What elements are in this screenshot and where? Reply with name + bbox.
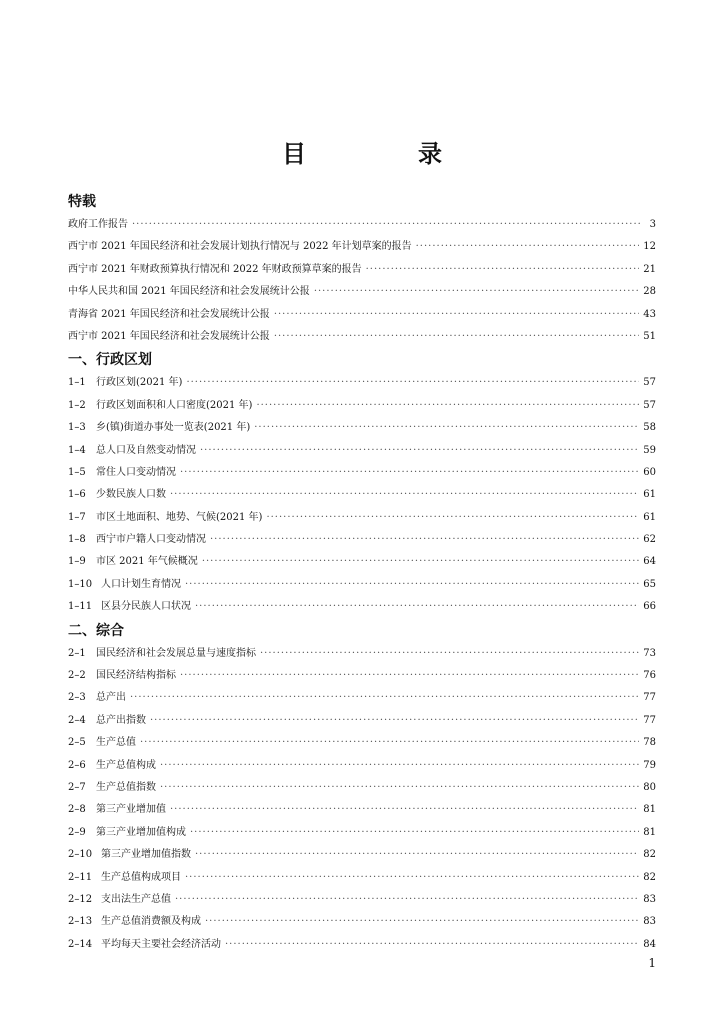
- dot-leader: [366, 259, 640, 281]
- entry-number: 2–9: [68, 826, 86, 838]
- entry-number: 1–5: [68, 466, 86, 478]
- entry-title: 市区土地面积、地势、气候(2021 年): [96, 511, 263, 523]
- entry-number: 1–2: [68, 399, 86, 411]
- dot-leader: [416, 236, 640, 258]
- dot-leader: [185, 574, 639, 596]
- toc-entry[interactable]: [68, 551, 656, 573]
- toc-entry[interactable]: [68, 326, 656, 348]
- dot-leader: [210, 529, 639, 551]
- dot-leader: [175, 889, 639, 911]
- toc-entry[interactable]: [68, 687, 656, 709]
- toc-entry[interactable]: [68, 867, 656, 889]
- section-heading: 一、行政区划: [68, 352, 152, 369]
- dot-leader: [170, 484, 639, 506]
- dot-leader: [260, 643, 639, 665]
- entry-page: 58: [643, 422, 656, 434]
- entry-page: 57: [643, 377, 656, 389]
- toc-entry[interactable]: [68, 844, 656, 866]
- entry-title: 青海省 2021 年国民经济和社会发展统计公报: [68, 308, 270, 320]
- entry-title: 行政区划(2021 年): [96, 377, 183, 389]
- entry-page: 61: [643, 511, 656, 523]
- toc-entry[interactable]: [68, 799, 656, 821]
- entry-title: 少数民族人口数: [96, 489, 166, 501]
- entry-title: 生产总值构成: [96, 759, 156, 771]
- entry-page: 73: [643, 647, 656, 659]
- toc-entry[interactable]: [68, 911, 656, 933]
- toc-entry[interactable]: [68, 484, 656, 506]
- entry-number: 1–6: [68, 489, 86, 501]
- entry-number: 2–6: [68, 759, 86, 771]
- entry-title: 生产总值构成项目: [101, 871, 181, 883]
- toc-entry[interactable]: [68, 574, 656, 596]
- entry-number: 1–3: [68, 422, 86, 434]
- toc-entry[interactable]: [68, 529, 656, 551]
- entry-number: 1–10: [68, 578, 93, 590]
- entry-title: 西宁市 2021 年国民经济和社会发展计划执行情况与 2022 年计划草案的报告: [68, 241, 412, 253]
- entry-number: 1–11: [68, 601, 93, 613]
- entry-page: 66: [643, 601, 656, 613]
- entry-title: 生产总值: [96, 737, 136, 749]
- dot-leader: [256, 395, 639, 417]
- toc-entry[interactable]: [68, 934, 656, 956]
- dot-leader: [170, 799, 639, 821]
- toc-entry[interactable]: [68, 395, 656, 417]
- dot-leader: [205, 911, 639, 933]
- entry-number: 2–1: [68, 647, 86, 659]
- entry-page: 81: [643, 804, 656, 816]
- entry-number: 1–4: [68, 444, 86, 456]
- dot-leader: [190, 822, 639, 844]
- entry-page: 77: [643, 714, 656, 726]
- dot-leader: [150, 710, 639, 732]
- entry-page: 21: [643, 263, 656, 275]
- entry-number: 2–14: [68, 938, 93, 950]
- toc-entry[interactable]: [68, 214, 656, 236]
- entry-title: 常住人口变动情况: [96, 466, 176, 478]
- entry-title: 国民经济结构指标: [96, 670, 176, 682]
- entry-page: 3: [649, 219, 656, 230]
- entry-title: 西宁市 2021 年财政预算执行情况和 2022 年财政预算草案的报告: [68, 263, 362, 275]
- entry-number: 1–1: [68, 377, 86, 389]
- entry-title: 平均每天主要社会经济活动: [101, 938, 221, 950]
- dot-leader: [160, 777, 639, 799]
- dot-leader: [160, 755, 639, 777]
- toc-entry[interactable]: [68, 372, 656, 394]
- dot-leader: [274, 304, 639, 326]
- entry-page: 82: [643, 849, 656, 861]
- entry-page: 62: [643, 534, 656, 546]
- entry-number: 2–8: [68, 804, 86, 816]
- entry-page: 65: [643, 578, 656, 590]
- entry-page: 77: [643, 692, 656, 704]
- entry-title: 西宁市 2021 年国民经济和社会发展统计公报: [68, 330, 270, 342]
- section-heading: 特载: [68, 194, 96, 210]
- entry-number: 2–7: [68, 781, 86, 793]
- dot-leader: [254, 417, 639, 439]
- dot-leader: [130, 687, 639, 709]
- entry-title: 第三产业增加值构成: [96, 826, 186, 838]
- entry-title: 总人口及自然变动情况: [96, 444, 196, 456]
- section-heading: 二、综合: [68, 622, 124, 639]
- entry-title: 中华人民共和国 2021 年国民经济和社会发展统计公报: [68, 286, 310, 298]
- entry-page: 78: [643, 737, 656, 749]
- entry-number: 2–13: [68, 916, 93, 928]
- entry-page: 12: [643, 241, 656, 253]
- entry-number: 2–3: [68, 692, 86, 704]
- entry-number: 1–9: [68, 556, 86, 568]
- dot-leader: [195, 596, 639, 618]
- entry-number: 1–8: [68, 534, 86, 546]
- dot-leader: [140, 732, 639, 754]
- dot-leader: [202, 551, 639, 573]
- entry-title: 总产出指数: [96, 714, 146, 726]
- toc-entry[interactable]: [68, 596, 656, 618]
- entry-number: 2–12: [68, 893, 93, 905]
- entry-title: 生产总值消费额及构成: [101, 916, 201, 928]
- entry-page: 79: [643, 759, 656, 771]
- toc-entry[interactable]: [68, 643, 656, 665]
- toc-entry[interactable]: [68, 710, 656, 732]
- dot-leader: [274, 326, 639, 348]
- dot-leader: [200, 440, 639, 462]
- entry-page: 81: [643, 826, 656, 838]
- table-of-contents: [68, 190, 656, 956]
- entry-title: 人口计划生育情况: [101, 578, 181, 590]
- toc-entry[interactable]: [68, 462, 656, 484]
- toc-entry[interactable]: [68, 304, 656, 326]
- toc-entry[interactable]: [68, 236, 656, 258]
- toc-entry[interactable]: [68, 732, 656, 754]
- entry-page: 43: [643, 308, 656, 320]
- entry-page: 64: [643, 556, 656, 568]
- dot-leader: [225, 934, 639, 956]
- entry-title: 区县分民族人口状况: [101, 601, 191, 613]
- dot-leader: [185, 867, 639, 889]
- entry-number: 2–10: [68, 849, 93, 861]
- toc-entry[interactable]: [68, 507, 656, 529]
- dot-leader: [186, 372, 639, 394]
- toc-entry[interactable]: [68, 777, 656, 799]
- dot-leader: [195, 844, 639, 866]
- entry-number: 2–11: [68, 871, 93, 883]
- page-number: 1: [648, 956, 656, 970]
- entry-title: 西宁市户籍人口变动情况: [96, 534, 206, 546]
- entry-title: 生产总值指数: [96, 781, 156, 793]
- entry-title: 总产出: [96, 692, 126, 704]
- toc-entry[interactable]: [68, 822, 656, 844]
- entry-page: 83: [643, 916, 656, 928]
- entry-title: 支出法生产总值: [101, 893, 171, 905]
- dot-leader: [180, 462, 639, 484]
- toc-entry[interactable]: [68, 417, 656, 439]
- dot-leader: [266, 507, 639, 529]
- dot-leader: [132, 214, 640, 236]
- entry-number: 2–5: [68, 737, 86, 749]
- toc-entry[interactable]: [68, 665, 656, 687]
- entry-page: 57: [643, 399, 656, 411]
- entry-title: 国民经济和社会发展总量与速度指标: [96, 647, 256, 659]
- entry-page: 82: [643, 871, 656, 883]
- toc-entry[interactable]: [68, 440, 656, 462]
- entry-title: 行政区划面积和人口密度(2021 年): [96, 399, 253, 411]
- entry-number: 2–2: [68, 670, 86, 682]
- entry-title: 乡(镇)街道办事处一览表(2021 年): [96, 422, 251, 434]
- toc-entry[interactable]: [68, 281, 656, 303]
- entry-page: 59: [643, 444, 656, 456]
- entry-page: 51: [643, 330, 656, 342]
- toc-entry[interactable]: [68, 259, 656, 281]
- entry-page: 76: [643, 670, 656, 682]
- dot-leader: [180, 665, 639, 687]
- entry-page: 84: [643, 938, 656, 950]
- entry-title: 第三产业增加值指数: [101, 849, 191, 861]
- toc-entry[interactable]: [68, 755, 656, 777]
- entry-title: 市区 2021 年气候概况: [96, 556, 198, 568]
- entry-page: 83: [643, 893, 656, 905]
- entry-title: 第三产业增加值: [96, 804, 166, 816]
- entry-page: 80: [643, 781, 656, 793]
- entry-title: 政府工作报告: [68, 219, 128, 230]
- entry-number: 1–7: [68, 511, 86, 523]
- entry-page: 60: [643, 466, 656, 478]
- toc-entry[interactable]: [68, 889, 656, 911]
- entry-page: 28: [643, 286, 656, 298]
- entry-number: 2–4: [68, 714, 86, 726]
- entry-page: 61: [643, 489, 656, 501]
- dot-leader: [314, 281, 639, 303]
- page-title: 目 录: [282, 140, 486, 168]
